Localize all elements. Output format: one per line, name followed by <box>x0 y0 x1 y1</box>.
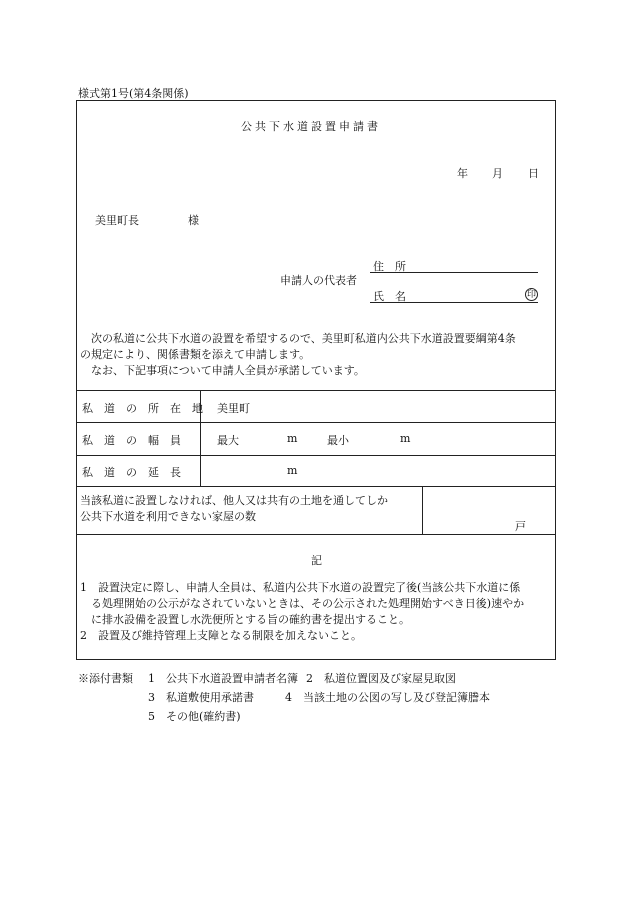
width-min-label: 最小 <box>327 434 349 447</box>
table-column-rule <box>422 486 423 534</box>
intro-line-1: 次の私道に公共下水道の設置を希望するので、美里町私道内公共下水道設置要綱第4条 <box>80 332 516 345</box>
table-row-rule <box>76 455 556 456</box>
houses-label-line-2: 公共下水道を利用できない家屋の数 <box>80 510 256 523</box>
location-label: 私 道 の 所 在 地 <box>82 402 203 415</box>
addressee-honorific: 様 <box>188 214 199 227</box>
attachment-item: 1 公共下水道設置申請者名簿 <box>148 672 298 685</box>
attachment-item: 5 その他(確約書) <box>148 710 241 723</box>
length-label: 私 道 の 延 長 <box>82 466 181 479</box>
length-unit: m <box>287 464 298 477</box>
table-row-rule <box>76 486 556 487</box>
representative-label: 申請人の代表者 <box>280 274 357 287</box>
width-min-unit: m <box>400 432 411 445</box>
date-year-label: 年 <box>457 167 468 180</box>
table-bottom-rule <box>76 534 556 535</box>
notes-heading: 記 <box>311 554 322 567</box>
note-line-3: に排水設備を設置し水洗便所とする旨の確約書を提出すること。 <box>80 613 410 626</box>
name-label: 氏 名 <box>373 290 406 303</box>
attachments-label: ※添付書類 <box>78 672 133 685</box>
location-value[interactable]: 美里町 <box>217 402 250 415</box>
form-frame <box>76 100 556 660</box>
date-month-label: 月 <box>492 167 503 180</box>
document-title: 公共下水道設置申請書 <box>241 120 381 133</box>
name-line[interactable] <box>370 302 538 303</box>
intro-line-2: の規定により、関係書類を添えて申請します。 <box>80 348 311 361</box>
date-day-label: 日 <box>528 167 539 180</box>
table-row-rule <box>76 422 556 423</box>
width-max-unit: m <box>287 432 298 445</box>
width-label: 私 道 の 幅 員 <box>82 434 181 447</box>
note-line-4: 2 設置及び維持管理上支障となる制限を加えないこと。 <box>80 629 362 642</box>
note-line-1: 1 設置決定に際し、申請人全員は、私道内公共下水道の設置完了後(当該公共下水道に係 <box>80 581 521 594</box>
note-line-2: る処理開始の公示がなされていないときは、その公示された処理開始すべき日後)速やか <box>80 597 525 610</box>
attachment-item: 2 私道位置図及び家屋見取図 <box>306 672 456 685</box>
intro-line-3: なお、下記事項について申請人全員が承諾しています。 <box>80 364 365 377</box>
attachment-item: 3 私道敷使用承諾書 <box>148 691 254 704</box>
address-line[interactable] <box>370 272 538 273</box>
seal-mark: 印 <box>526 290 536 300</box>
addressee-name: 美里町長 <box>95 214 139 227</box>
attachment-item: 4 当該土地の公図の写し及び登記簿謄本 <box>285 691 490 704</box>
form-label: 様式第1号(第4条関係) <box>78 87 189 100</box>
table-top-rule <box>76 390 556 391</box>
houses-label-line-1: 当該私道に設置しなければ、他人又は共有の土地を通してしか <box>80 494 388 507</box>
houses-unit: 戸 <box>515 520 526 533</box>
width-max-label: 最大 <box>217 434 239 447</box>
address-label: 住 所 <box>373 260 406 273</box>
